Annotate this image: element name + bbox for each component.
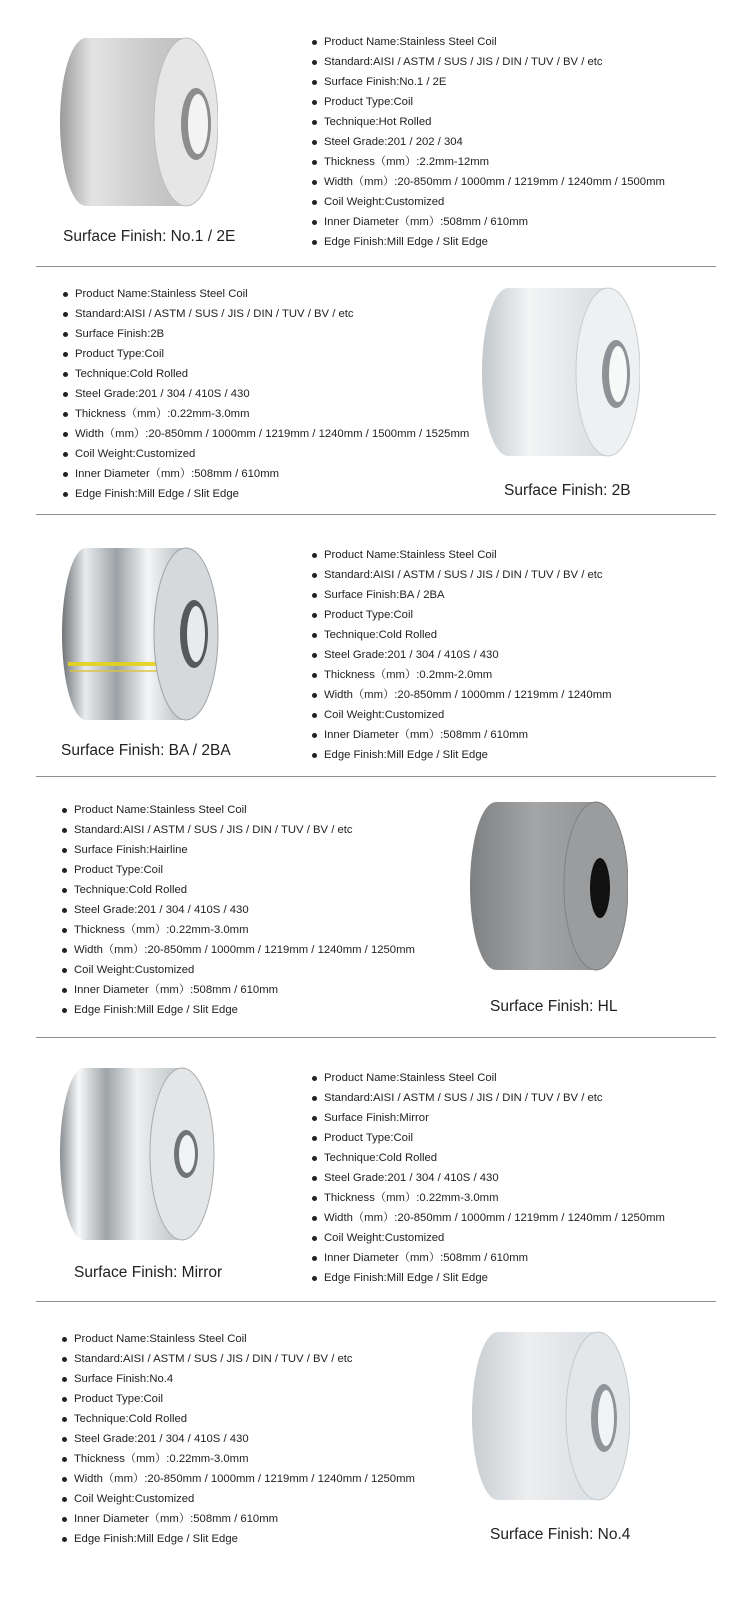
spec-list	[312, 32, 665, 252]
spec-item: Surface Finish:Hairline	[62, 840, 415, 860]
spec-item: Edge Finish:Mill Edge / Slit Edge	[312, 232, 665, 252]
spec-item: Edge Finish:Mill Edge / Slit Edge	[312, 1268, 665, 1288]
spec-item: Steel Grade:201 / 304 / 410S / 430	[62, 1429, 415, 1449]
spec-item: Product Type:Coil	[312, 92, 665, 112]
spec-item: Surface Finish:No.4	[62, 1369, 415, 1389]
spec-list	[62, 800, 415, 1020]
spec-item: Product Type:Coil	[62, 1389, 415, 1409]
spec-item: Steel Grade:201 / 202 / 304	[312, 132, 665, 152]
spec-item: Width（mm）:20-850mm / 1000mm / 1219mm / 1240mm	[312, 685, 612, 705]
spec-item: Surface Finish:BA / 2BA	[312, 585, 612, 605]
spec-item: Coil Weight:Customized	[312, 705, 612, 725]
spec-item: Thickness（mm）:2.2mm-12mm	[312, 152, 665, 172]
spec-item: Product Type:Coil	[63, 344, 469, 364]
spec-item: Edge Finish:Mill Edge / Slit Edge	[312, 745, 612, 765]
spec-item: Surface Finish:Mirror	[312, 1108, 665, 1128]
spec-item: Steel Grade:201 / 304 / 410S / 430	[63, 384, 469, 404]
spec-item: Coil Weight:Customized	[312, 192, 665, 212]
spec-list	[62, 1329, 415, 1549]
spec-item: Width（mm）:20-850mm / 1000mm / 1219mm / 1240mm / 1250mm	[62, 940, 415, 960]
spec-item: Coil Weight:Customized	[62, 960, 415, 980]
spec-item: Width（mm）:20-850mm / 1000mm / 1219mm / 1240mm / 1500mm	[312, 172, 665, 192]
caption: Surface Finish: 2B	[504, 482, 631, 499]
spec-item: Product Name:Stainless Steel Coil	[62, 800, 415, 820]
spec-item: Inner Diameter（mm）:508mm / 610mm	[312, 212, 665, 232]
spec-item: Product Name:Stainless Steel Coil	[312, 32, 665, 52]
spec-item: Inner Diameter（mm）:508mm / 610mm	[312, 1248, 665, 1268]
spec-item: Product Type:Coil	[312, 605, 612, 625]
spec-item: Standard:AISI / ASTM / SUS / JIS / DIN / TUV / BV / etc	[312, 1088, 665, 1108]
spec-item: Width（mm）:20-850mm / 1000mm / 1219mm / 1240mm / 1500mm / 1525mm	[63, 424, 469, 444]
spec-item: Product Name:Stainless Steel Coil	[63, 284, 469, 304]
spec-item: Standard:AISI / ASTM / SUS / JIS / DIN / TUV / BV / etc	[63, 304, 469, 324]
coil-image-no1-2e	[58, 34, 218, 210]
section-divider	[36, 514, 716, 515]
caption: Surface Finish: BA / 2BA	[61, 742, 231, 759]
spec-item: Standard:AISI / ASTM / SUS / JIS / DIN / TUV / BV / etc	[312, 565, 612, 585]
spec-item: Standard:AISI / ASTM / SUS / JIS / DIN / TUV / BV / etc	[62, 1349, 415, 1369]
spec-item: Product Type:Coil	[312, 1128, 665, 1148]
spec-item: Surface Finish:2B	[63, 324, 469, 344]
caption: Surface Finish: No.1 / 2E	[63, 228, 236, 245]
spec-item: Coil Weight:Customized	[312, 1228, 665, 1248]
spec-item: Product Name:Stainless Steel Coil	[62, 1329, 415, 1349]
spec-item: Thickness（mm）:0.22mm-3.0mm	[312, 1188, 665, 1208]
spec-item: Product Name:Stainless Steel Coil	[312, 545, 612, 565]
section-divider	[36, 776, 716, 777]
spec-item: Technique:Hot Rolled	[312, 112, 665, 132]
caption: Surface Finish: No.4	[490, 1526, 631, 1543]
spec-item: Edge Finish:Mill Edge / Slit Edge	[63, 484, 469, 504]
section-divider	[36, 1301, 716, 1302]
spec-item: Thickness（mm）:0.22mm-3.0mm	[62, 1449, 415, 1469]
coil-image-hl	[468, 798, 628, 974]
spec-item: Standard:AISI / ASTM / SUS / JIS / DIN / TUV / BV / etc	[62, 820, 415, 840]
spec-item: Thickness（mm）:0.2mm-2.0mm	[312, 665, 612, 685]
coil-image-no4	[470, 1328, 630, 1504]
spec-item: Inner Diameter（mm）:508mm / 610mm	[63, 464, 469, 484]
spec-item: Steel Grade:201 / 304 / 410S / 430	[312, 645, 612, 665]
spec-item: Product Type:Coil	[62, 860, 415, 880]
spec-item: Inner Diameter（mm）:508mm / 610mm	[62, 980, 415, 1000]
coil-image-2b	[480, 284, 640, 460]
spec-list	[63, 284, 469, 504]
coil-image-ba-2ba	[60, 544, 220, 724]
spec-item: Product Name:Stainless Steel Coil	[312, 1068, 665, 1088]
spec-item: Thickness（mm）:0.22mm-3.0mm	[63, 404, 469, 424]
caption: Surface Finish: HL	[490, 998, 618, 1015]
spec-list	[312, 1068, 665, 1288]
spec-item: Technique:Cold Rolled	[62, 880, 415, 900]
spec-item: Coil Weight:Customized	[63, 444, 469, 464]
spec-item: Edge Finish:Mill Edge / Slit Edge	[62, 1529, 415, 1549]
spec-item: Width（mm）:20-850mm / 1000mm / 1219mm / 1240mm / 1250mm	[312, 1208, 665, 1228]
spec-item: Technique:Cold Rolled	[62, 1409, 415, 1429]
spec-item: Steel Grade:201 / 304 / 410S / 430	[62, 900, 415, 920]
spec-item: Surface Finish:No.1 / 2E	[312, 72, 665, 92]
section-divider	[36, 266, 716, 267]
spec-item: Inner Diameter（mm）:508mm / 610mm	[62, 1509, 415, 1529]
spec-item: Inner Diameter（mm）:508mm / 610mm	[312, 725, 612, 745]
coil-image-mirror	[58, 1064, 218, 1244]
spec-item: Width（mm）:20-850mm / 1000mm / 1219mm / 1240mm / 1250mm	[62, 1469, 415, 1489]
spec-item: Thickness（mm）:0.22mm-3.0mm	[62, 920, 415, 940]
spec-item: Technique:Cold Rolled	[312, 1148, 665, 1168]
spec-item: Standard:AISI / ASTM / SUS / JIS / DIN / TUV / BV / etc	[312, 52, 665, 72]
spec-item: Coil Weight:Customized	[62, 1489, 415, 1509]
caption: Surface Finish: Mirror	[74, 1264, 223, 1281]
spec-item: Technique:Cold Rolled	[63, 364, 469, 384]
spec-item: Technique:Cold Rolled	[312, 625, 612, 645]
section-divider	[36, 1037, 716, 1038]
spec-item: Edge Finish:Mill Edge / Slit Edge	[62, 1000, 415, 1020]
spec-list	[312, 545, 612, 765]
spec-item: Steel Grade:201 / 304 / 410S / 430	[312, 1168, 665, 1188]
